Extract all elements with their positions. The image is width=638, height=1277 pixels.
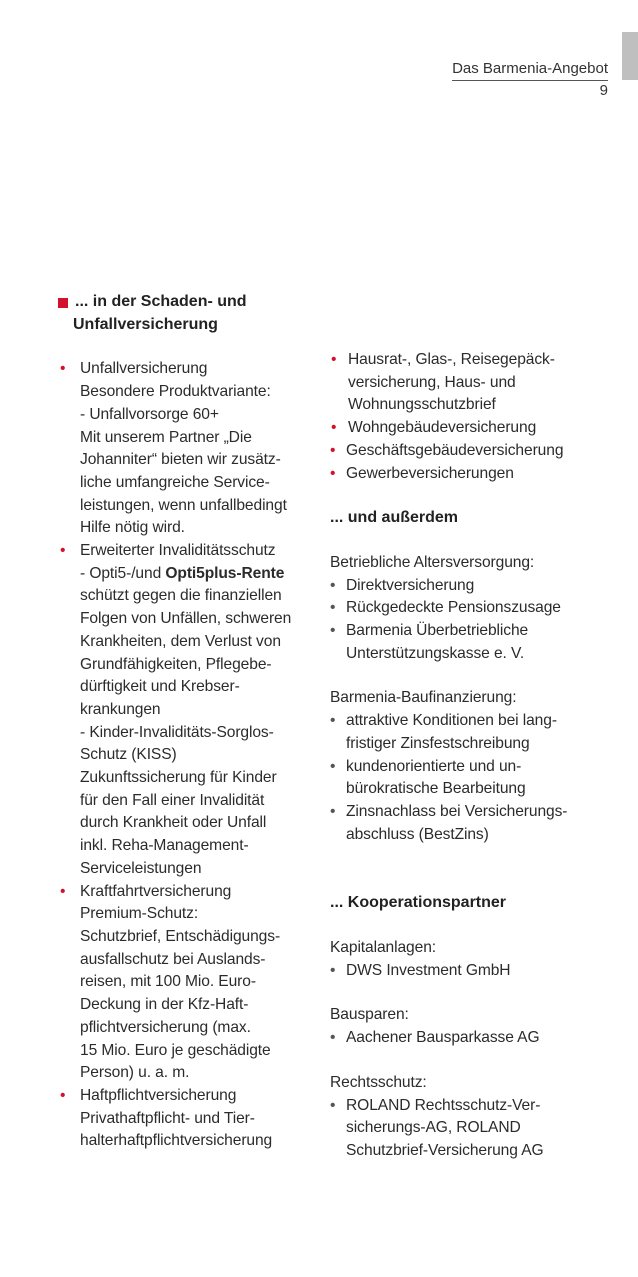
text-line: reisen, mit 100 Mio. Euro- (80, 973, 256, 991)
text-line: sicherungs-AG, ROLAND (346, 1119, 521, 1137)
bullet-icon: • (331, 351, 337, 368)
text-line: dürftigkeit und Krebser- (80, 678, 240, 696)
text-line: halterhaftpflichtversicherung (80, 1132, 273, 1150)
list-item (330, 349, 610, 417)
list-item (330, 1095, 610, 1163)
text-line: abschluss (BestZins) (346, 825, 489, 843)
list-item (330, 463, 610, 486)
group-label: Betriebliche Altersversorgung: (330, 553, 535, 571)
text-line: Grundfähigkeiten, Pflegebe- (80, 655, 272, 673)
bullet-icon: • (60, 360, 66, 378)
spacer (330, 982, 610, 1004)
text-line: für den Fall einer Invalidität (80, 791, 265, 809)
spacer (330, 665, 610, 687)
bullet-icon: • (330, 1096, 336, 1114)
bullet-icon: • (330, 712, 336, 730)
text-line: attraktive Konditionen bei lang- (346, 712, 557, 730)
text-line: liche umfangreiche Service- (80, 473, 270, 491)
list-item (330, 417, 610, 440)
text-line: pflichtversicherung (max. (80, 1018, 251, 1036)
list-item (58, 358, 318, 540)
text-line: ROLAND Rechtsschutz-Ver- (346, 1096, 541, 1114)
spacer (330, 485, 610, 507)
bullet-icon: • (60, 1086, 66, 1104)
list-item (330, 1027, 610, 1050)
product-name: Opti5plus-Rente (165, 564, 285, 582)
bullet-icon: • (60, 882, 66, 900)
bullet-icon: • (330, 464, 336, 482)
bullet-icon: • (330, 622, 336, 640)
text-line: ausfallschutz bei Auslands- (80, 950, 266, 968)
text-line: Deckung in der Kfz-Haft- (80, 996, 249, 1014)
heading-line: Unfallversicherung (73, 315, 218, 333)
heading-ausserdem: ... und außerdem (330, 509, 459, 527)
text-line: bürokratische Bearbeitung (346, 780, 526, 798)
text-line: - Unfallvorsorge 60+ (80, 405, 219, 423)
section-title: Das Barmenia-Angebot (452, 60, 608, 81)
text-line: Hausrat-, Glas-, Reisegepäck- (348, 351, 555, 368)
text-line: kundenorientierte und un- (346, 757, 522, 775)
bullet-icon: • (330, 441, 336, 459)
list-item (330, 801, 610, 846)
spacer (330, 530, 610, 552)
text-line: Wohnungsschutzbrief (348, 396, 496, 414)
text-line: - Kinder-Invaliditäts-Sorglos- (80, 723, 274, 741)
text-line: leistungen, wenn unfallbedingt (80, 496, 287, 514)
text-line: Johanniter“ bieten wir zusätz- (80, 451, 281, 469)
text-line: Mit unserem Partner „Die (80, 428, 252, 446)
text-line: Wohngebäudeversicherung (348, 419, 537, 437)
text-line: Zinsnachlass bei Versicherungs- (346, 802, 568, 820)
text-line: Gewerbeversicherungen (346, 464, 514, 482)
text-line: 15 Mio. Euro je geschädigte (80, 1041, 271, 1059)
text-line: Direktversicherung (346, 576, 475, 594)
bullet-icon: • (330, 802, 336, 820)
bullet-icon: • (60, 542, 66, 560)
text-line: Premium-Schutz: (80, 905, 199, 923)
group-label: Barmenia-Baufinanzierung: (330, 689, 517, 707)
list-item (330, 597, 610, 620)
bullet-icon: • (331, 419, 337, 437)
list-item (330, 575, 610, 598)
text-line: Krankheiten, dem Verlust von (80, 632, 281, 650)
text-line: Folgen von Unfällen, schweren (80, 610, 292, 628)
right-column (330, 349, 610, 1163)
red-square-icon (58, 298, 68, 308)
bullet-icon: • (330, 576, 336, 594)
text-line: Haftpflichtversicherung (80, 1086, 237, 1104)
text-line: Schutz (KISS) (80, 746, 177, 764)
list-item (58, 1085, 318, 1153)
text-line: Erweiterter Invaliditätsschutz (80, 542, 276, 560)
group-label: Rechtsschutz: (330, 1073, 427, 1091)
list-item (330, 710, 610, 755)
text-span: - Opti5-/und (80, 564, 166, 582)
text-line: inkl. Reha-Management- (80, 837, 249, 855)
text-line: Serviceleistungen (80, 859, 202, 877)
text-line: Unfallversicherung (80, 360, 208, 378)
list-item (330, 440, 610, 463)
text-line: Kraftfahrtversicherung (80, 882, 232, 900)
text-line: Geschäftsgebäudeversicherung (346, 441, 564, 459)
text-line: Zukunftssicherung für Kinder (80, 769, 277, 787)
bullet-icon: • (330, 1029, 336, 1047)
group-label: Kapitalanlagen: (330, 939, 437, 957)
bullet-icon: • (330, 757, 336, 775)
text-line: Unterstützungskasse e. V. (346, 644, 525, 662)
group-label: Bausparen: (330, 1006, 409, 1024)
running-header (452, 60, 608, 101)
list-item (58, 540, 318, 881)
text-line (80, 563, 318, 586)
text-line: fristiger Zinsfestschreibung (346, 734, 530, 752)
text-line: Schutzbrief, Entschädigungs- (80, 927, 281, 945)
text-line: DWS Investment GmbH (346, 961, 511, 979)
spacer (330, 915, 610, 937)
text-line: Rückgedeckte Pensionszusage (346, 599, 561, 617)
list-item (330, 620, 610, 665)
text-line: Privathaftpflicht- und Tier- (80, 1109, 255, 1127)
spacer (58, 336, 318, 358)
text-line: Barmenia Überbetriebliche (346, 622, 529, 640)
text-line: Besondere Produktvariante: (80, 383, 271, 401)
page-tab-marker (622, 32, 638, 80)
heading-line: ... in der Schaden- und (75, 293, 247, 310)
text-line: schützt gegen die finanziellen (80, 587, 282, 605)
spacer (330, 846, 610, 892)
text-line: Aachener Bausparkasse AG (346, 1029, 540, 1047)
bullet-icon: • (330, 599, 336, 617)
text-line: durch Krankheit oder Unfall (80, 814, 267, 832)
page-number: 9 (599, 82, 608, 99)
bullet-icon: • (330, 961, 336, 979)
text-line: versicherung, Haus- und (348, 373, 516, 391)
heading-schaden-unfall (58, 291, 318, 314)
list-item (330, 756, 610, 801)
text-line: Hilfe nötig wird. (80, 519, 185, 537)
text-line: Person) u. a. m. (80, 1064, 190, 1082)
text-line: krankungen (80, 700, 161, 718)
list-item (58, 881, 318, 1085)
text-line: Schutzbrief-Versicherung AG (346, 1141, 544, 1159)
left-column (58, 291, 318, 1153)
list-item (330, 960, 610, 983)
spacer (330, 1050, 610, 1072)
heading-kooperationspartner: ... Kooperationspartner (330, 894, 507, 912)
